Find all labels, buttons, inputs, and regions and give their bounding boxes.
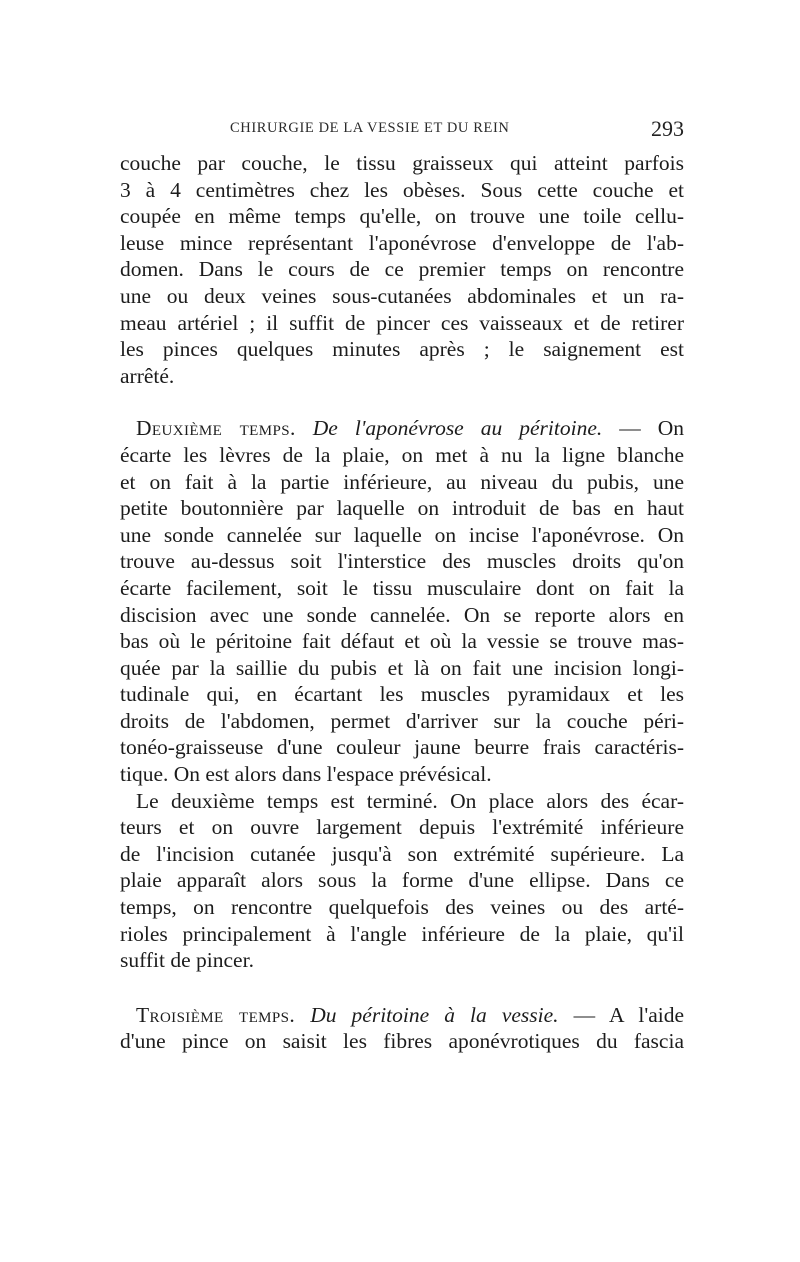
text-line: suffit de pincer.: [120, 948, 254, 973]
text-line: domen. Dans le cours de ce premier temps on rencontre: [120, 257, 684, 282]
page-number: 293: [651, 116, 684, 141]
text-line: droits de l'abdomen, permet d'arriver sur la couche péri-: [120, 708, 684, 733]
text-line: tudinale qui, en écartant les muscles pyramidaux et les: [120, 682, 684, 707]
section-heading-title: Du péritoine à la vessie.: [310, 1002, 559, 1027]
text-line: tonéo-graisseuse d'une couleur jaune beurre frais caractéris-: [120, 735, 684, 760]
text-line: coupée en même temps qu'elle, on trouve une toile cellu-: [120, 204, 684, 229]
text-line: une ou deux veines sous-cutanées abdominales et un ra-: [120, 283, 684, 308]
text-line: les pinces quelques minutes après ; le saignement est: [120, 337, 684, 362]
section-heading: [120, 415, 684, 442]
text-line: 3 à 4 centimètres chez les obèses. Sous cette couche et: [120, 177, 684, 202]
text-line: couche par couche, le tissu graisseux qui atteint parfois: [120, 151, 684, 175]
paragraph-3: [120, 788, 684, 974]
text-line: quée par la saillie du pubis et là on fait une incision longi-: [120, 655, 684, 680]
text-line: leuse mince représentant l'aponévrose d'enveloppe de l'ab-: [120, 230, 684, 255]
text-line: une sonde cannelée sur laquelle on incise l'aponévrose. On: [120, 522, 684, 547]
text-line: plaie apparaît alors sous la forme d'une ellipse. Dans ce: [120, 868, 684, 893]
section-deuxieme-temps: [120, 415, 684, 787]
text-line: meau artériel ; il suffit de pincer ces vaisseaux et de retirer: [120, 310, 684, 335]
section-heading-rest: — A l'aide: [558, 1002, 685, 1027]
section-heading-title: De l'aponévrose au péritoine.: [312, 416, 603, 441]
text-line: arrêté.: [120, 363, 175, 388]
text-line: d'une pince on saisit les fibres aponévrotiques du fascia: [120, 1029, 684, 1054]
text-line: tique. On est alors dans l'espace prévésical.: [120, 762, 492, 787]
section-heading-rest: — On: [602, 416, 685, 441]
text-line: petite boutonnière par laquelle on introduit de bas en haut: [120, 496, 684, 521]
text-line: temps, on rencontre quelquefois des veines ou des arté-: [120, 895, 684, 920]
section-troisieme-temps: [120, 1002, 684, 1055]
running-title: CHIRURGIE DE LA VESSIE ET DU REIN: [230, 120, 510, 136]
section-heading: [120, 1002, 684, 1029]
text-line: Le deuxième temps est terminé. On place alors des écar-: [136, 788, 684, 813]
body-text: [120, 150, 684, 1055]
section-heading-label: Deuxième temps.: [136, 416, 296, 441]
text-line: discision avec une sonde cannelée. On se reporte alors en: [120, 602, 684, 627]
text-line: bas où le péritoine fait défaut et où la vessie se trouve mas-: [120, 629, 684, 654]
text-line: écarte les lèvres de la plaie, on met à nu la ligne blanche: [120, 442, 684, 467]
text-line: et on fait à la partie inférieure, au niveau du pubis, une: [120, 469, 684, 494]
running-head: [120, 116, 684, 142]
paragraph-1: [120, 150, 684, 389]
text-line: teurs et on ouvre largement depuis l'extrémité inférieure: [120, 815, 684, 840]
text-line: trouve au-dessus soit l'interstice des muscles droits qu'on: [120, 549, 684, 574]
section-heading-label: Troisième temps.: [136, 1002, 296, 1027]
text-line: écarte facilement, soit le tissu musculaire dont on fait la: [120, 575, 684, 600]
text-line: de l'incision cutanée jusqu'à son extrémité supérieure. La: [120, 841, 684, 866]
text-line: rioles principalement à l'angle inférieure de la plaie, qu'il: [120, 921, 684, 946]
